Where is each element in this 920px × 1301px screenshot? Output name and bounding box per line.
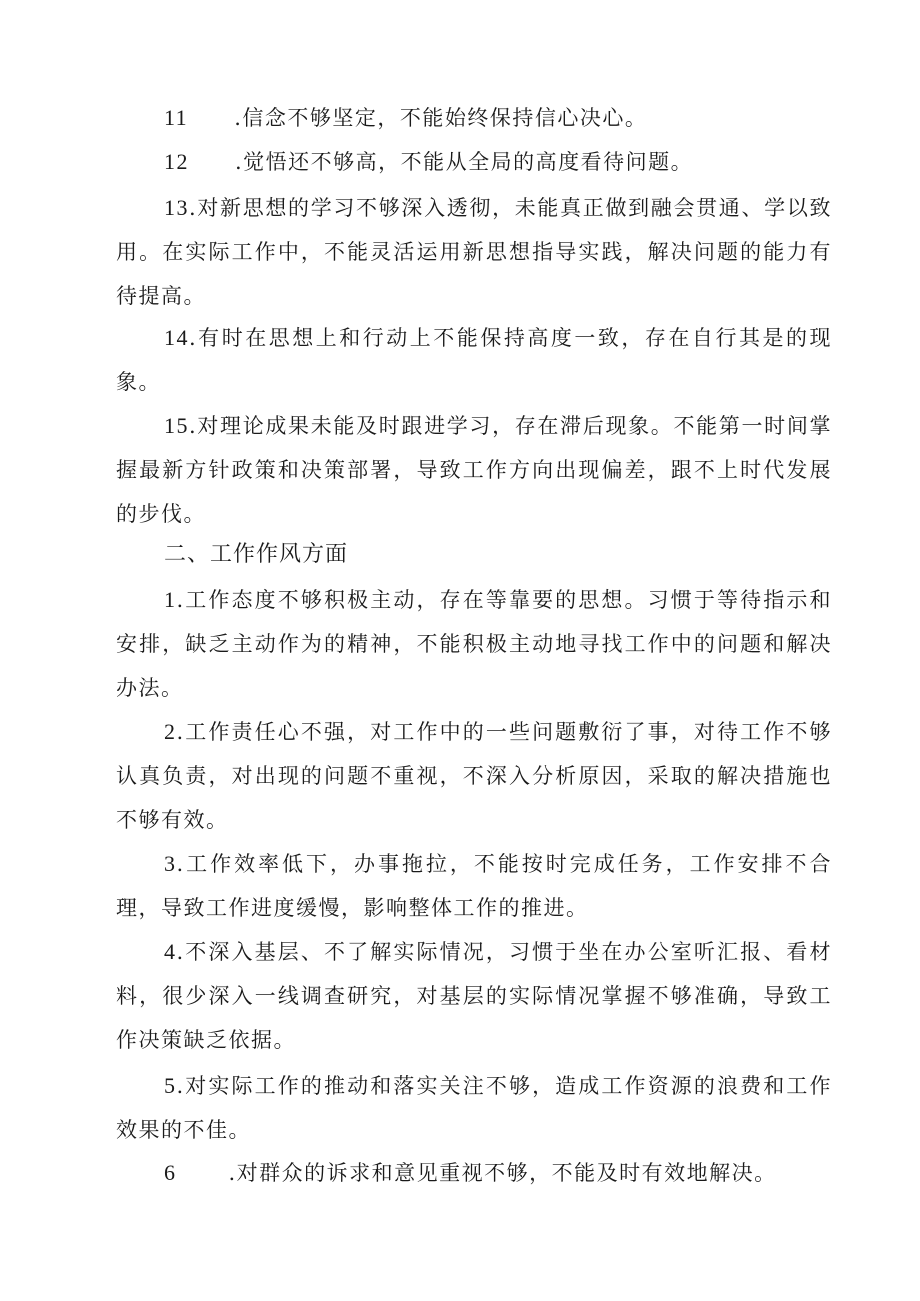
- item-text: .对新思想的学习不够深入透彻，未能真正做到融会贯通、学以致用。在实际工作中，不能灵活运用新思想指导实践，解决问题的能力有待提高。: [116, 196, 832, 308]
- item-text: .觉悟还不够高，不能从全局的高度看待问题。: [235, 150, 694, 174]
- item-text: .有时在思想上和行动上不能保持高度一致，存在自行其是的现象。: [116, 326, 832, 394]
- section-heading: 二、工作作风方面: [164, 542, 349, 567]
- item-number: 11: [164, 105, 189, 130]
- item-number: 4: [164, 939, 177, 964]
- item-text: .工作效率低下，办事拖拉，不能按时完成任务，工作安排不合理，导致工作进度缓慢，影响整体工作的推进。: [116, 852, 832, 920]
- item-text: .对群众的诉求和意见重视不够，不能及时有效地解决。: [228, 1161, 777, 1185]
- list-item-13: [116, 186, 832, 318]
- item-number: 15: [164, 413, 189, 438]
- list-item-11: [116, 96, 832, 140]
- item-text: .工作责任心不强，对工作中的一些问题敷衍了事，对待工作不够认真负责，对出现的问题不重视，不深入分析原因，采取的解决措施也不够有效。: [116, 720, 832, 832]
- item-number: 5: [164, 1073, 177, 1098]
- item-number: 14: [164, 325, 189, 350]
- list-item-6: [116, 1151, 832, 1195]
- item-text: .对理论成果未能及时跟进学习，存在滞后现象。不能第一时间掌握最新方针政策和决策部署，导致工作方向出现偏差，跟不上时代发展的步伐。: [116, 414, 832, 526]
- item-text: .不深入基层、不了解实际情况，习惯于坐在办公室听汇报、看材料，很少深入一线调查研究，对基层的实际情况掌握不够准确，导致工作决策缺乏依据。: [116, 940, 832, 1052]
- item-text: .对实际工作的推动和落实关注不够，造成工作资源的浪费和工作效果的不佳。: [116, 1074, 832, 1142]
- list-item-2: [116, 710, 832, 842]
- item-text: .工作态度不够积极主动，存在等靠要的思想。习惯于等待指示和安排，缺乏主动作为的精神，不能积极主动地寻找工作中的问题和解决办法。: [116, 588, 832, 700]
- list-item-1: [116, 578, 832, 710]
- list-item-14: [116, 316, 832, 404]
- item-text: .信念不够坚定，不能始终保持信心决心。: [234, 106, 648, 130]
- item-number: 3: [164, 851, 177, 876]
- list-item-12: [116, 140, 832, 184]
- list-item-4: [116, 930, 832, 1062]
- list-item-5: [116, 1064, 832, 1152]
- item-number: 1: [164, 587, 177, 612]
- list-item-3: [116, 842, 832, 930]
- item-number: 6: [164, 1160, 177, 1185]
- list-item-15: [116, 404, 832, 536]
- item-number: 13: [164, 195, 189, 220]
- item-number: 12: [164, 149, 189, 174]
- item-number: 2: [164, 719, 177, 744]
